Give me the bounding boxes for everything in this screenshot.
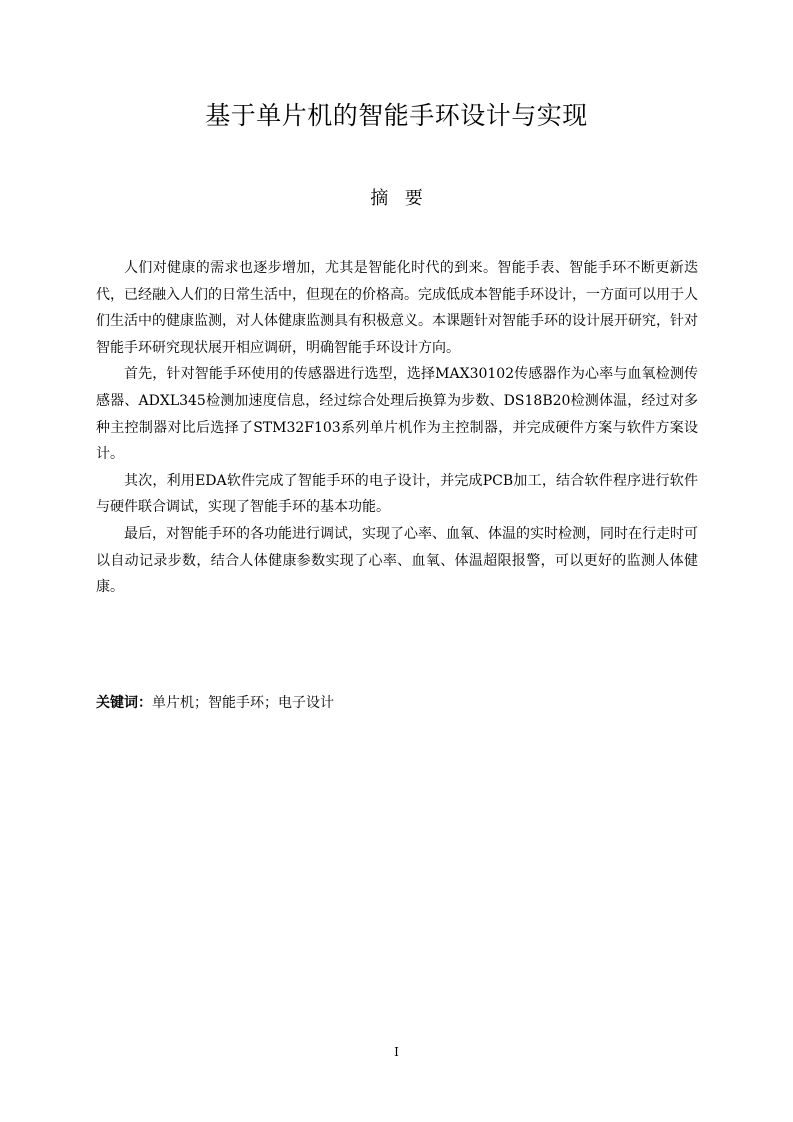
abstract-paragraph-1: 人们对健康的需求也逐步增加，尤其是智能化时代的到来。智能手表、智能手环不断更新迭代，已经融入人们的日常生活中，但现在的价格高。完成低成本智能手环设计，一方面可以用于人们生活中的健康监测，对人体健康监测具有积极意义。本课题针对智能手环的设计展开研究，针对智能手环研究现状展开相应调研，明确智能手环设计方向。 (96, 260, 698, 356)
keywords-label: 关键词： (96, 695, 152, 711)
page-title: 基于单片机的智能手环设计与实现 (205, 101, 588, 130)
keywords-text: 单片机；智能手环；电子设计 (152, 695, 334, 711)
abstract-heading: 摘 要 (370, 188, 423, 209)
keywords-line (96, 690, 698, 716)
page-number: I (394, 1045, 399, 1059)
abstract-paragraph-4: 最后，对智能手环的各功能进行调试，实现了心率、血氧、体温的实时检测，同时在行走时可以自动记录步数，结合人体健康参数实现了心率、血氧、体温超限报警，可以更好的监测人体健康。 (96, 525, 698, 596)
abstract-paragraph-3: 其次，利用EDA软件完成了智能手环的电子设计，并完成PCB加工，结合软件程序进行软件与硬件联合调试，实现了智能手环的基本功能。 (96, 472, 698, 516)
abstract-body (96, 255, 698, 601)
abstract-paragraph-2: 首先，针对智能手环使用的传感器进行选型，选择MAX30102传感器作为心率与血氧检测传感器、ADXL345检测加速度信息，经过综合处理后换算为步数、DS18B20检测体温，经过对多种主控制器对比后选择了STM32F103系列单片机作为主控制器，并完成硬件方案与软件方案设计。 (96, 366, 698, 463)
